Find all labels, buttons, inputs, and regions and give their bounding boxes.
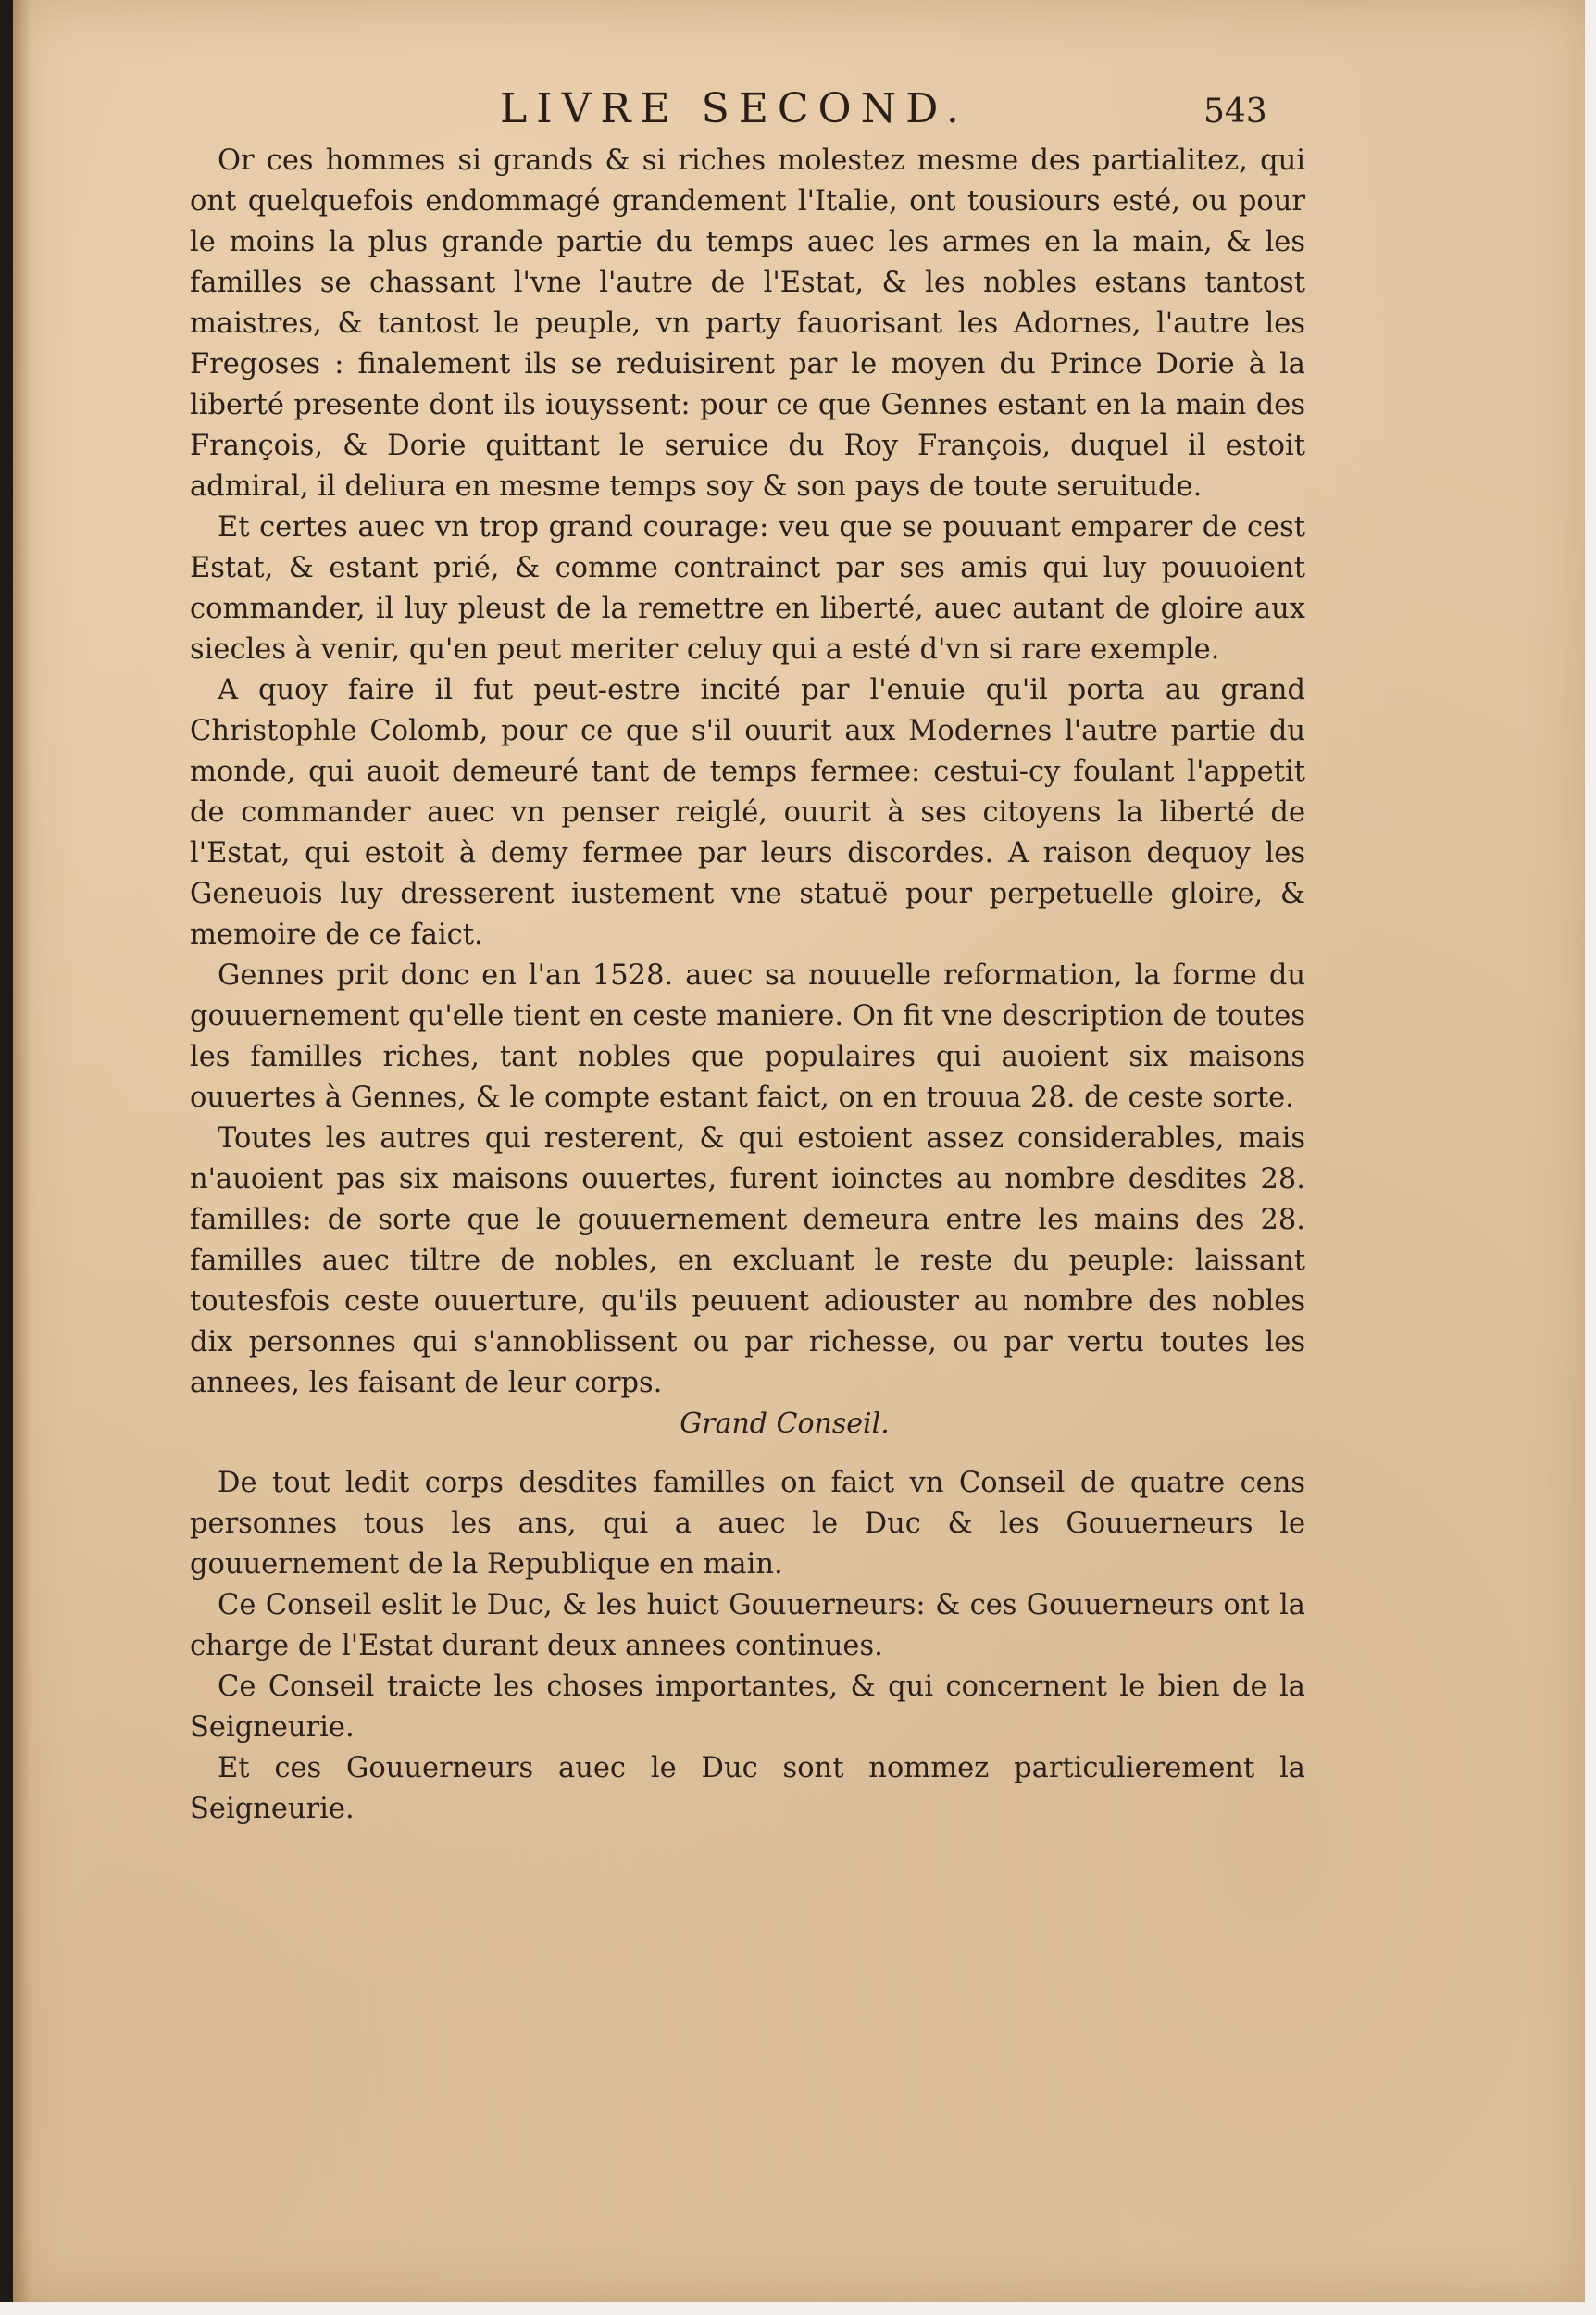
paragraph: Et ces Gouuerneurs auec le Duc sont nommez particulierement la Seigneurie.: [190, 1752, 1305, 1825]
page-bottom-margin: [0, 2302, 1596, 2315]
page-right-margin: [1585, 0, 1596, 2315]
section-heading: Grand Conseil.: [680, 1408, 890, 1440]
page-header: [185, 85, 1296, 141]
paragraph: Ce Conseil traicte les choses importantes, & qui concernent le bien de la Seigneurie.: [190, 1671, 1305, 1744]
paragraph: Ce Conseil eslit le Duc, & les huict Gouuerneurs: & ces Gouuerneurs ont la charge de l'Estat durant deux annees continues.: [190, 1589, 1305, 1662]
paragraph: Et certes auec vn trop grand courage: veu que se pouuant emparer de cest Estat, & estant prié, & comme contrainct par ses amis qui luy pouuoient commander, il luy pleust de la remettre en liberté, auec autant de gloire aux siecles à venir, qu'en peut meriter celuy qui a esté d'vn si rare exemple.: [190, 511, 1305, 666]
paragraph: De tout ledit corps desdites familles on faict vn Conseil de quatre cens personnes tous les ans, qui a auec le Duc & les Gouuerneurs le gouuernement de la Republique en main.: [190, 1467, 1305, 1581]
running-title: LIVRE SECOND.: [500, 85, 968, 132]
paragraph: Gennes prit donc en l'an 1528. auec sa nouuelle reformation, la forme du gouuernement qu'elle tient en ceste maniere. On fit vne description de toutes les familles riches, tant nobles que populaires qui auoient six maisons ouuertes à Gennes, & le compte estant faict, on en trouua 28. de ceste sorte.: [190, 959, 1305, 1114]
paragraph: Or ces hommes si grands & si riches molestez mesme des partialitez, qui ont quelquefois endommagé grandement l'Italie, ont tousiours esté, ou pour le moins la plus grande partie du temps auec les armes en la main, & les familles se chassant l'vne l'autre de l'Estat, & les nobles estans tantost maistres, & tantost le peuple, vn party fauorisant les Adornes, l'autre les Fregoses : finalement ils se reduisirent par le moyen du Prince Dorie à la liberté presente dont ils iouyssent: pour ce que Gennes estant en la main des François, & Dorie quittant le seruice du Roy François, duquel il estoit admiral, il deliura en mesme temps soy & son pays de toute seruitude.: [190, 144, 1305, 503]
page-gutter-shadow: [13, 0, 31, 2302]
paragraph: Toutes les autres qui resterent, & qui estoient assez considerables, mais n'auoient pas six maisons ouuertes, furent ioinctes au nombre desdites 28. familles: de sorte que le gouuernement demeura entre les mains des 28. familles auec tiltre de nobles, en excluant le reste du peuple: laissant toutesfois ceste ouuerture, qu'ils peuuent adiouster au nombre des nobles dix personnes qui s'annoblissent ou par richesse, ou par vertu toutes les annees, les faisant de leur corps.: [190, 1122, 1305, 1399]
paragraph: A quoy faire il fut peut-estre incité par l'enuie qu'il porta au grand Christophle Colomb, pour ce que s'il ouurit aux Modernes l'autre partie du monde, qui auoit demeuré tant de temps fermee: cestui-cy foulant l'appetit de commander auec vn penser reiglé, ouurit à ses citoyens la liberté de l'Estat, qui estoit à demy fermee par leurs discordes. A raison dequoy les Geneuois luy dresserent iustement vne statuë pour perpetuelle gloire, & memoire de ce faict.: [190, 674, 1305, 951]
body-text: [190, 141, 1305, 1830]
page-number: 543: [1203, 93, 1267, 131]
